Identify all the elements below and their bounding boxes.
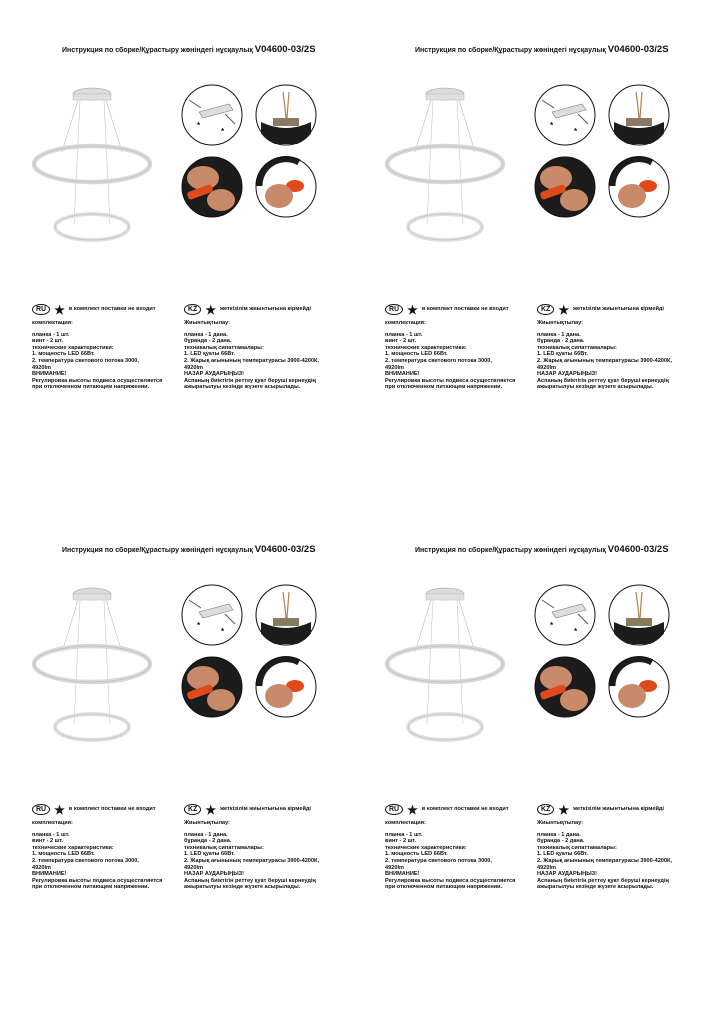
spec-item: 2. Жарық ағынының температурасы 3900-4200К,	[184, 357, 320, 364]
kz-section	[537, 304, 687, 391]
spec-title: технические характеристики:	[385, 344, 467, 351]
title-text: Инструкция по сборке/Құрастыру жөніндегі нұсқаулық	[415, 47, 606, 54]
spec-item: 2. температура светового потока 3000,	[32, 357, 139, 364]
screwdriver-photo	[181, 656, 243, 718]
kit-item: планка - 1 дана.	[184, 331, 228, 338]
warning-title: ВНИМАНИЕ!	[32, 371, 67, 378]
kit-item: планка - 1 дана.	[184, 831, 228, 838]
kz-language-badge: KZ	[537, 804, 554, 815]
spec-title: технические характеристики:	[32, 344, 114, 351]
warning-text: Регулировка высоты подвеса осуществляется	[32, 377, 163, 384]
height-adjust-photo	[608, 656, 670, 718]
warning-text: ажыратылуы кезінде жүзеге асырылады.	[184, 384, 301, 391]
spec-item: 1. мощность LED 66Вт.	[385, 851, 448, 858]
asterisk-icon: ★	[558, 802, 570, 817]
spec-item: 2. Жарық ағынының температурасы 3900-4200К,	[184, 857, 320, 864]
kit-title: Жиынтықтылау:	[537, 820, 584, 826]
kit-title: комплектация:	[385, 820, 426, 826]
not-included-note: жеткізілім жиынтығына кірмейді	[220, 306, 311, 313]
kit-item: бұранда - 2 дана.	[184, 838, 232, 845]
kit-item: планка - 1 шт.	[32, 331, 70, 338]
ru-language-badge: RU	[385, 304, 403, 315]
not-included-note: жеткізілім жиынтығына кірмейді	[573, 306, 664, 313]
lamp-illustration	[22, 84, 172, 254]
warning-text: ажыратылуы кезінде жүзеге асырылады.	[184, 884, 301, 891]
asterisk-icon: ★	[205, 802, 217, 817]
model-number: V04600-03/2S	[607, 44, 669, 55]
spec-item: 1. мощность LED 66Вт.	[32, 851, 95, 858]
kit-title: Жиынтықтылау:	[184, 820, 231, 826]
wiring-photo	[608, 84, 670, 146]
height-adjust-photo	[608, 156, 670, 218]
not-included-note: в комплект поставки не входит	[68, 306, 156, 313]
lamp-illustration	[22, 584, 172, 754]
ru-language-badge: RU	[385, 804, 403, 815]
spec-title: техникалық сипаттамалары:	[537, 844, 617, 851]
assembly-photos	[177, 80, 317, 220]
instruction-copy	[12, 38, 352, 523]
wiring-photo	[255, 84, 317, 146]
spec-item: 1. LED қуаты 66Вт.	[537, 351, 588, 358]
kit-item: винт - 2 шт.	[385, 838, 417, 845]
warning-title: ВНИМАНИЕ!	[32, 871, 67, 878]
height-adjust-photo	[255, 156, 317, 218]
mounting-bracket-photo	[181, 84, 243, 146]
screwdriver-photo	[534, 656, 596, 718]
spec-item: 2. Жарық ағынының температурасы 3900-4200К,	[537, 857, 673, 864]
spec-item: 1. мощность LED 66Вт.	[32, 351, 95, 358]
warning-text: Регулировка высоты подвеса осуществляется	[385, 377, 516, 384]
spec-item: 2. температура светового потока 3000,	[385, 357, 492, 364]
warning-text: при отключенном питающем напряжении.	[385, 384, 503, 391]
kit-item: планка - 1 шт.	[385, 831, 423, 838]
asterisk-icon: ★	[407, 302, 418, 317]
warning-text: Аспаның биіктігін реттеу қуат беруші кернеудің	[184, 877, 316, 884]
spec-title: техникалық сипаттамалары:	[537, 344, 617, 351]
kit-item: планка - 1 дана.	[537, 331, 581, 338]
spec-item: 1. LED қуаты 66Вт.	[184, 351, 235, 358]
ru-section	[32, 804, 182, 891]
not-included-note: в комплект поставки не входит	[421, 306, 509, 313]
warning-text: ажыратылуы кезінде жүзеге асырылады.	[537, 884, 654, 891]
instruction-copy	[365, 38, 705, 523]
spec-title: техникалық сипаттамалары:	[184, 844, 264, 851]
mounting-bracket-photo	[534, 84, 596, 146]
instruction-title	[62, 544, 352, 555]
spec-title: технические характеристики:	[385, 844, 467, 851]
kz-section	[537, 804, 687, 891]
warning-title: ВНИМАНИЕ!	[385, 371, 420, 378]
warning-text: Аспаның биіктігін реттеу қуат беруші кернеудің	[537, 877, 669, 884]
ru-language-badge: RU	[32, 304, 50, 315]
assembly-photos	[530, 580, 670, 720]
kit-item: бұранда - 2 дана.	[537, 838, 585, 845]
assembly-photos	[530, 80, 670, 220]
title-text: Инструкция по сборке/Құрастыру жөніндегі нұсқаулық	[62, 47, 253, 54]
lamp-illustration	[375, 584, 525, 754]
svg-text:*: *	[221, 127, 225, 136]
warning-title: НАЗАР АУДАРЫҢЫЗ!	[184, 871, 245, 878]
warning-text: Регулировка высоты подвеса осуществляется	[32, 877, 163, 884]
spec-item: 4920lm	[385, 364, 404, 371]
warning-text: при отключенном питающем напряжении.	[32, 384, 150, 391]
model-number: V04600-03/2S	[254, 544, 316, 555]
warning-text: Аспаның биіктігін реттеу қуат беруші кернеудің	[537, 377, 669, 384]
warning-title: НАЗАР АУДАРЫҢЫЗ!	[537, 871, 598, 878]
warning-text: ажыратылуы кезінде жүзеге асырылады.	[537, 384, 654, 391]
spec-title: технические характеристики:	[32, 844, 114, 851]
svg-text:*: *	[221, 627, 225, 636]
instruction-title	[62, 44, 352, 55]
warning-text: при отключенном питающем напряжении.	[385, 884, 503, 891]
svg-text:*: *	[574, 627, 578, 636]
not-included-note: жеткізілім жиынтығына кірмейді	[220, 806, 311, 813]
kit-item: планка - 1 шт.	[385, 331, 423, 338]
asterisk-icon: ★	[407, 802, 418, 817]
spec-title: техникалық сипаттамалары:	[184, 344, 264, 351]
spec-item: 2. температура светового потока 3000,	[385, 857, 492, 864]
height-adjust-photo	[255, 656, 317, 718]
kit-item: бұранда - 2 дана.	[184, 338, 232, 345]
spec-item: 1. LED қуаты 66Вт.	[184, 851, 235, 858]
kit-item: бұранда - 2 дана.	[537, 338, 585, 345]
svg-text:*: *	[550, 621, 554, 630]
not-included-note: жеткізілім жиынтығына кірмейді	[573, 806, 664, 813]
not-included-note: в комплект поставки не входит	[68, 806, 156, 813]
instruction-copy	[12, 538, 352, 1023]
spec-item: 2. Жарық ағынының температурасы 3900-4200К,	[537, 357, 673, 364]
title-text: Инструкция по сборке/Құрастыру жөніндегі нұсқаулық	[415, 547, 606, 554]
svg-text:*: *	[197, 121, 201, 130]
asterisk-icon: ★	[54, 802, 65, 817]
mounting-bracket-photo	[181, 584, 243, 646]
kit-title: Жиынтықтылау:	[537, 320, 584, 326]
instruction-title	[415, 44, 705, 55]
spec-item: 4920lm	[537, 864, 556, 871]
svg-text:*: *	[550, 121, 554, 130]
kit-title: Жиынтықтылау:	[184, 320, 231, 326]
title-text: Инструкция по сборке/Құрастыру жөніндегі нұсқаулық	[62, 547, 253, 554]
kit-title: комплектация:	[385, 320, 426, 326]
kit-title: комплектация:	[32, 820, 73, 826]
warning-text: при отключенном питающем напряжении.	[32, 884, 150, 891]
screwdriver-photo	[534, 156, 596, 218]
kit-item: винт - 2 шт.	[32, 838, 64, 845]
ru-section	[32, 304, 182, 391]
warning-title: НАЗАР АУДАРЫҢЫЗ!	[537, 371, 598, 378]
kit-item: винт - 2 шт.	[385, 338, 417, 345]
kit-item: винт - 2 шт.	[32, 338, 64, 345]
model-number: V04600-03/2S	[254, 44, 316, 55]
warning-title: НАЗАР АУДАРЫҢЫЗ!	[184, 371, 245, 378]
spec-item: 4920lm	[184, 364, 203, 371]
spec-item: 4920lm	[184, 864, 203, 871]
warning-text: Аспаның биіктігін реттеу қуат беруші кернеудің	[184, 377, 316, 384]
ru-section	[385, 304, 535, 391]
asterisk-icon: ★	[54, 302, 65, 317]
asterisk-icon: ★	[205, 302, 217, 317]
kz-section	[184, 304, 334, 391]
mounting-bracket-photo	[534, 584, 596, 646]
screwdriver-photo	[181, 156, 243, 218]
warning-text: Регулировка высоты подвеса осуществляется	[385, 877, 516, 884]
spec-item: 1. мощность LED 66Вт.	[385, 351, 448, 358]
kz-section	[184, 804, 334, 891]
assembly-photos	[177, 580, 317, 720]
spec-item: 4920lm	[32, 864, 51, 871]
kz-language-badge: KZ	[537, 304, 554, 315]
spec-item: 4920lm	[32, 364, 51, 371]
kit-title: комплектация:	[32, 320, 73, 326]
spec-item: 1. LED қуаты 66Вт.	[537, 851, 588, 858]
spec-item: 4920lm	[385, 864, 404, 871]
svg-text:*: *	[197, 621, 201, 630]
wiring-photo	[255, 584, 317, 646]
spec-item: 2. температура светового потока 3000,	[32, 857, 139, 864]
lamp-illustration	[375, 84, 525, 254]
svg-text:*: *	[574, 127, 578, 136]
kit-item: планка - 1 шт.	[32, 831, 70, 838]
kz-language-badge: KZ	[184, 804, 201, 815]
warning-title: ВНИМАНИЕ!	[385, 871, 420, 878]
not-included-note: в комплект поставки не входит	[421, 806, 509, 813]
kit-item: планка - 1 дана.	[537, 831, 581, 838]
ru-section	[385, 804, 535, 891]
instruction-title	[415, 544, 705, 555]
spec-item: 4920lm	[537, 364, 556, 371]
wiring-photo	[608, 584, 670, 646]
asterisk-icon: ★	[558, 302, 570, 317]
instruction-copy	[365, 538, 705, 1023]
model-number: V04600-03/2S	[607, 544, 669, 555]
ru-language-badge: RU	[32, 804, 50, 815]
kz-language-badge: KZ	[184, 304, 201, 315]
